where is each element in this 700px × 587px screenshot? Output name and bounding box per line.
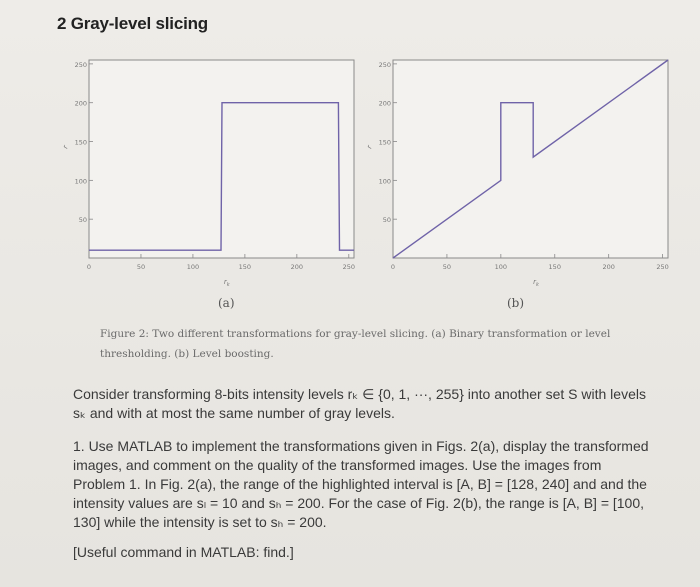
figure-a-xtick-label: 100: [186, 263, 200, 271]
figure-a-ytick-label: 250: [74, 60, 87, 69]
figure-a-x-axis-subscript: k: [226, 282, 230, 288]
figure-a-plot: [55, 52, 365, 292]
figure-b-ytick-label: 250: [378, 60, 391, 69]
figure-a-xtick-label: 50: [136, 263, 146, 271]
figure-b-x-axis-subscript: k: [535, 282, 539, 288]
figure-b-xtick-label: 0: [390, 263, 396, 271]
figure-a-xtick-label: 150: [238, 263, 252, 271]
problem-item-1: 1. Use MATLAB to implement the transformations given in Figs. 2(a), display the transformed images, and comment on the quality of the transformed images. Use the images from Problem 1. In Fig. 2(a), the range of the highlighted interval is [A, B] = [128, 240] and and the intensity values are sₗ = 10 and sₕ = 200. For the case of Fig. 2(b), the range is [A, B] = [100, 130] while the intensity is set to sₕ = 200.: [73, 438, 649, 530]
useful-command-note: [Useful command in MATLAB: find.]: [73, 544, 294, 560]
problem-intro: Consider transforming 8-bits intensity levels rₖ ∈ {0, 1, ···, 255} into another set S with levels sₖ and with at most the same number of gray levels.: [73, 386, 646, 421]
figure-b-xtick-label: 100: [494, 263, 508, 271]
figure-a-ytick-label: 200: [74, 99, 87, 108]
figure-b-ytick-label: 100: [378, 177, 391, 186]
figure-b-plot: [365, 52, 685, 292]
figure-a-xtick-label: 250: [342, 263, 356, 271]
figure-b-x-axis-label: $r_k$: [533, 278, 539, 288]
figure-b-xtick-label: 150: [548, 263, 561, 271]
figure-a: [55, 52, 365, 297]
figure-b-ytick-label: 50: [382, 216, 391, 225]
figure-b-ytick-label: 150: [378, 138, 391, 147]
figure-b-ytick-label: 200: [378, 99, 391, 108]
section-title: 2 Gray-level slicing: [57, 14, 208, 33]
figure-b: [365, 52, 685, 297]
figure-a-xtick-label: 0: [86, 263, 92, 271]
figure-b-xtick-label: 250: [656, 263, 669, 271]
figure-b-label: (b): [507, 296, 525, 310]
figure-caption: Figure 2: Two different transformations for gray-level slicing. (a) Binary transformation or level thresholding. (b) Level boosting.: [100, 328, 611, 360]
figure-a-x-axis-label: $r_k$: [223, 278, 230, 288]
figure-b-xtick-label: 200: [602, 263, 615, 271]
figure-a-y-axis-label: r: [61, 144, 70, 150]
figure-b-y-axis-label: r: [365, 144, 374, 150]
figure-b-xtick-label: 50: [442, 263, 452, 271]
figure-a-ytick-label: 150: [74, 138, 87, 147]
figure-a-label: (a): [218, 296, 235, 310]
figure-a-xtick-label: 200: [290, 263, 304, 271]
figure-a-ytick-label: 50: [78, 216, 87, 225]
figure-a-ytick-label: 100: [74, 177, 87, 186]
